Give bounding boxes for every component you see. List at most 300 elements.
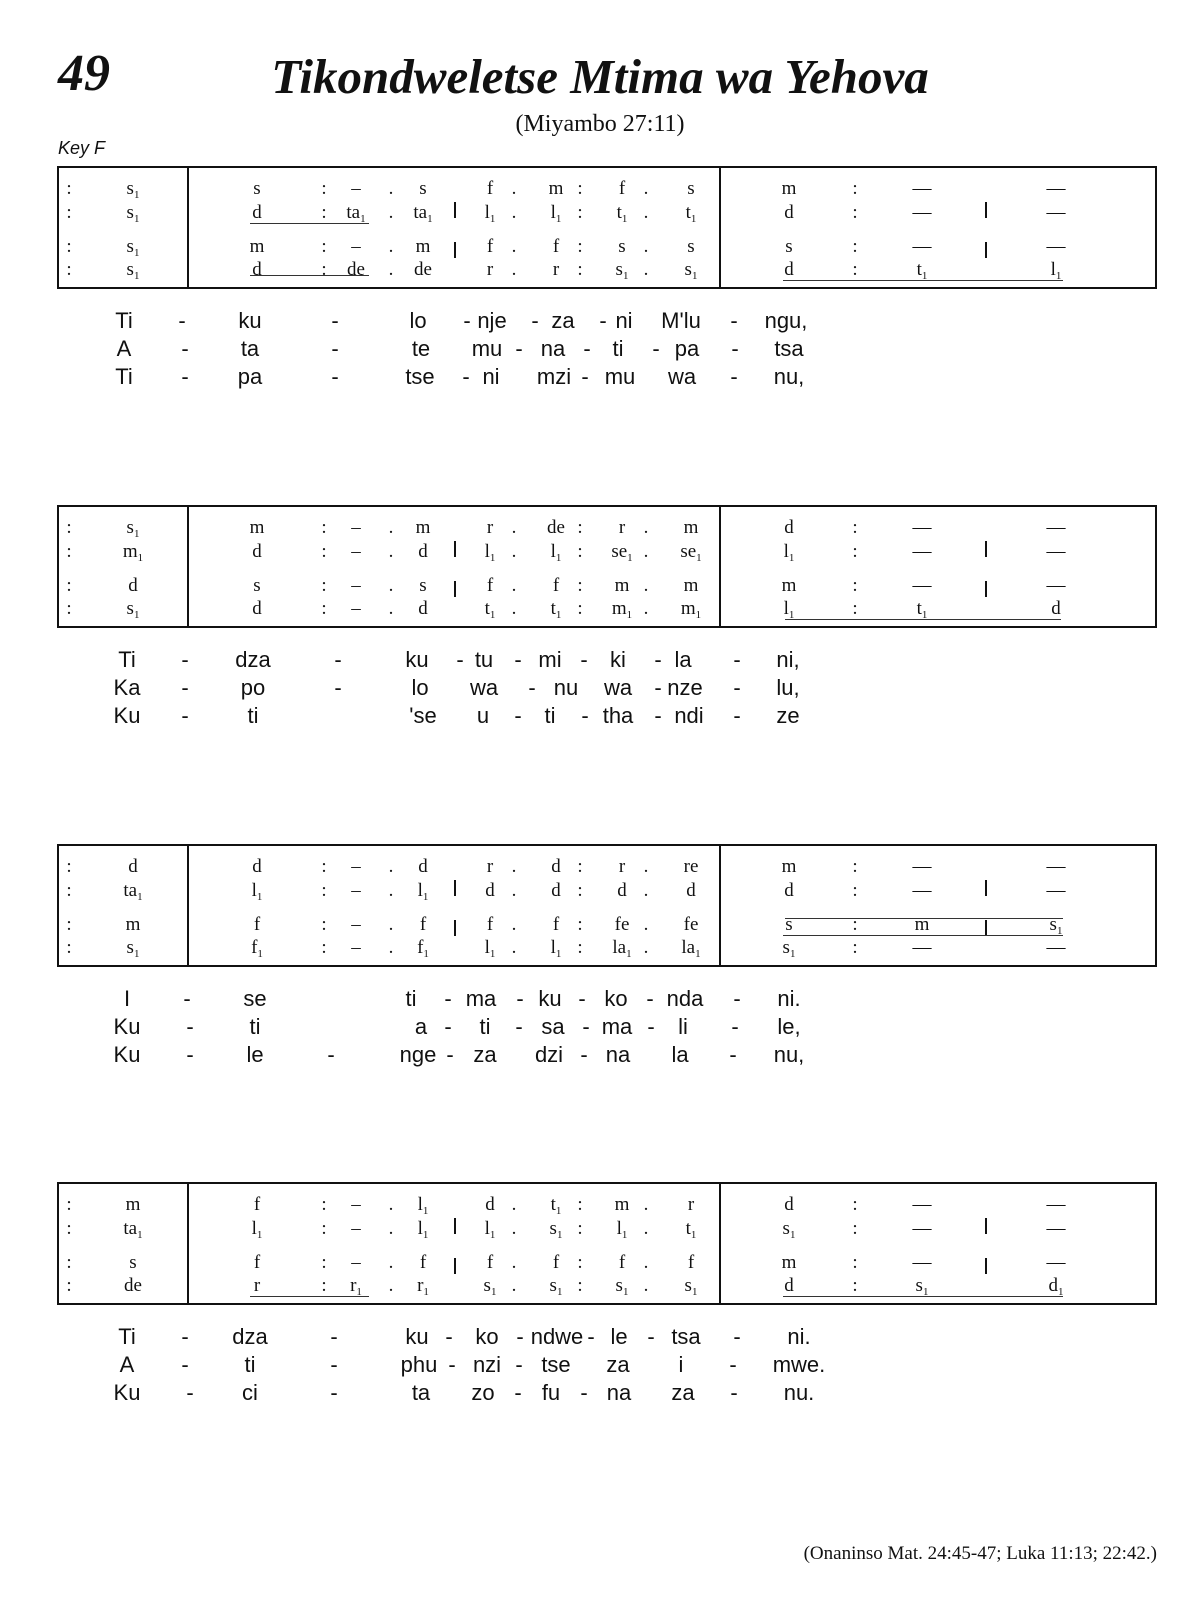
solfa-note: : <box>66 598 72 619</box>
solfa-note: : <box>66 914 72 935</box>
solfa-note: m <box>914 914 930 935</box>
solfa-note: fe <box>683 914 699 935</box>
solfa-note: : <box>66 575 72 596</box>
solfa-note: d <box>784 880 794 901</box>
lyric-hyphen: - <box>583 336 591 361</box>
lyric-hyphen: - <box>330 1324 338 1349</box>
solfa-note: : <box>321 575 327 596</box>
solfa-note: s <box>687 178 695 199</box>
solfa-note: f <box>253 914 261 935</box>
slur-line <box>783 1296 1063 1297</box>
lyric-hyphen: - <box>181 1324 189 1349</box>
solfa-note: $la_1$ <box>612 937 632 960</box>
solfa-note: d <box>784 1194 794 1215</box>
solfa-note: . <box>511 517 517 538</box>
solfa-note: $l_1$ <box>550 541 562 564</box>
solfa-note: $s_1$ <box>684 259 698 282</box>
solfa-note: $s_1$ <box>126 236 140 259</box>
lyric-hyphen: - <box>582 1014 590 1039</box>
lyric-syllable: a <box>414 1014 428 1039</box>
lyric-syllable: po <box>240 675 266 700</box>
solfa-note: : <box>321 598 327 619</box>
lyric-hyphen: - <box>448 1352 456 1377</box>
solfa-note: d <box>551 880 561 901</box>
lyric-hyphen: - <box>514 1380 522 1405</box>
lyric-hyphen: - <box>733 703 741 728</box>
solfa-note: . <box>511 598 517 619</box>
solfa-note: d <box>128 856 138 877</box>
solfa-note: : <box>321 1218 327 1239</box>
solfa-note: . <box>643 856 649 877</box>
lyric-syllable: mu <box>604 364 636 389</box>
lyric-syllable: dza <box>235 647 271 672</box>
lyric-syllable: ma <box>465 986 497 1011</box>
lyric-syllable: mu <box>471 336 503 361</box>
solfa-note: — <box>912 202 932 223</box>
slur-line <box>250 275 369 276</box>
lyric-syllable: I <box>123 986 131 1011</box>
solfa-note: $l_1$ <box>616 1218 628 1241</box>
solfa-note: : <box>66 1218 72 1239</box>
solfa-note: s <box>253 575 261 596</box>
music-system-1 <box>57 166 1157 289</box>
solfa-note: : <box>66 937 72 958</box>
lyric-syllable: tse <box>405 364 435 389</box>
solfa-note: — <box>912 1252 932 1273</box>
lyric-hyphen: - <box>181 703 189 728</box>
bar-line <box>985 242 987 258</box>
solfa-note: – <box>351 1194 361 1215</box>
solfa-note: . <box>643 541 649 562</box>
lyric-hyphen: - <box>516 1324 524 1349</box>
lyric-syllable: ki <box>610 647 626 672</box>
solfa-note: f <box>486 236 494 257</box>
solfa-note: $s_1$ <box>615 259 629 282</box>
lyric-hyphen: - <box>456 647 464 672</box>
bar-line <box>454 581 456 597</box>
lyric-hyphen: - <box>181 364 189 389</box>
solfa-note: d <box>617 880 627 901</box>
solfa-note: . <box>643 914 649 935</box>
solfa-note: — <box>912 856 932 877</box>
solfa-note: : <box>321 517 327 538</box>
solfa-note: : <box>321 202 327 223</box>
solfa-note: r <box>687 1194 695 1215</box>
solfa-note: : <box>577 880 583 901</box>
lyric-syllable: Ti <box>118 1324 136 1349</box>
solfa-note: — <box>912 937 932 958</box>
solfa-note: f <box>687 1252 695 1273</box>
lyric-hyphen: - <box>330 1352 338 1377</box>
lyrics-block-4 <box>0 1326 1200 1416</box>
solfa-note: : <box>577 1252 583 1273</box>
solfa-note: $l_1$ <box>484 202 496 225</box>
solfa-note: d <box>784 1275 794 1296</box>
solfa-note: : <box>852 1194 858 1215</box>
solfa-note: $s_1$ <box>1049 914 1063 937</box>
music-system-4 <box>57 1182 1157 1305</box>
solfa-note: – <box>351 178 361 199</box>
solfa-note: de <box>347 259 365 280</box>
solfa-note: – <box>351 856 361 877</box>
solfa-note: $s_1$ <box>549 1275 563 1298</box>
solfa-note: d <box>485 1194 495 1215</box>
solfa-note: — <box>1046 202 1066 223</box>
solfa-note: f <box>552 914 560 935</box>
solfa-note: . <box>643 236 649 257</box>
solfa-note: : <box>577 541 583 562</box>
bar-line <box>454 880 456 896</box>
solfa-note: $s_1$ <box>684 1275 698 1298</box>
solfa-note: : <box>852 575 858 596</box>
solfa-note: . <box>643 598 649 619</box>
solfa-note: r <box>486 517 494 538</box>
solfa-note: $l_1$ <box>550 202 562 225</box>
bar-line <box>454 202 456 218</box>
scripture-reference: (Miyambo 27:11) <box>515 111 685 137</box>
lyric-syllable: ti <box>544 703 556 728</box>
solfa-note: . <box>388 856 394 877</box>
solfa-note: . <box>511 178 517 199</box>
solfa-note: — <box>1046 880 1066 901</box>
lyric-syllable: le <box>610 1324 628 1349</box>
solfa-note: m <box>125 1194 141 1215</box>
solfa-note: f <box>618 178 626 199</box>
solfa-note: . <box>388 1252 394 1273</box>
lyric-syllable: ni. <box>787 1324 811 1349</box>
bar-line <box>187 168 189 287</box>
bar-line <box>985 581 987 597</box>
solfa-note: $ta_1$ <box>123 880 143 903</box>
solfa-note: : <box>321 856 327 877</box>
bar-line <box>985 1218 987 1234</box>
solfa-note: $la_1$ <box>681 937 701 960</box>
lyric-syllable: u <box>476 703 490 728</box>
lyric-hyphen: - <box>181 1352 189 1377</box>
solfa-note: $s_1$ <box>915 1275 929 1298</box>
solfa-note: — <box>912 517 932 538</box>
lyric-hyphen: - <box>587 1324 595 1349</box>
solfa-note: : <box>577 575 583 596</box>
solfa-note: r <box>618 517 626 538</box>
solfa-note: . <box>511 1275 517 1296</box>
lyric-hyphen: - <box>183 986 191 1011</box>
lyric-syllable: ngu, <box>764 308 808 333</box>
solfa-note: . <box>643 1252 649 1273</box>
bar-line <box>719 846 721 965</box>
lyric-syllable: ti <box>244 1352 256 1377</box>
solfa-note: . <box>511 937 517 958</box>
solfa-note: : <box>852 856 858 877</box>
solfa-note: . <box>643 937 649 958</box>
solfa-note: m <box>781 575 797 596</box>
solfa-note: . <box>643 1218 649 1239</box>
solfa-note: $t_1$ <box>685 1218 697 1241</box>
lyric-hyphen: - <box>733 647 741 672</box>
lyric-syllable: Ka <box>113 675 141 700</box>
lyric-syllable: Ku <box>113 1014 141 1039</box>
slur-line <box>250 223 369 224</box>
lyric-syllable: na <box>606 1380 632 1405</box>
lyric-syllable: ndwe <box>530 1324 584 1349</box>
solfa-note: : <box>321 937 327 958</box>
solfa-note: . <box>643 202 649 223</box>
solfa-note: . <box>511 1252 517 1273</box>
solfa-note: . <box>643 178 649 199</box>
key-signature: Key F <box>58 138 106 158</box>
solfa-note: $l_1$ <box>484 541 496 564</box>
solfa-note: s <box>618 236 626 257</box>
solfa-note: $ta_1$ <box>346 202 366 225</box>
solfa-note: . <box>511 1218 517 1239</box>
solfa-note: $t_1$ <box>685 202 697 225</box>
solfa-note: $se_1$ <box>680 541 702 564</box>
lyrics-block-3 <box>0 988 1200 1078</box>
solfa-note: m <box>781 178 797 199</box>
bar-line <box>454 242 456 258</box>
bar-line <box>187 1184 189 1303</box>
solfa-note: : <box>852 236 858 257</box>
lyric-syllable: ko <box>604 986 628 1011</box>
lyric-syllable: i <box>678 1352 684 1377</box>
lyric-hyphen: - <box>652 336 660 361</box>
lyric-hyphen: - <box>186 1042 194 1067</box>
solfa-note: $s_1$ <box>549 1218 563 1241</box>
solfa-note: . <box>511 880 517 901</box>
solfa-note: r <box>618 856 626 877</box>
solfa-note: $t_1$ <box>916 598 928 621</box>
solfa-note: — <box>1046 1194 1066 1215</box>
solfa-note: : <box>852 202 858 223</box>
lyric-hyphen: - <box>731 1014 739 1039</box>
lyric-syllable: mwe. <box>772 1352 826 1377</box>
lyric-hyphen: - <box>528 675 536 700</box>
solfa-note: : <box>852 598 858 619</box>
solfa-note: : <box>321 178 327 199</box>
hymn-number: 49 <box>58 45 110 102</box>
lyric-syllable: Ku <box>113 1042 141 1067</box>
solfa-note: — <box>912 575 932 596</box>
solfa-note: d <box>784 517 794 538</box>
lyric-syllable: phu <box>400 1352 438 1377</box>
solfa-note: s <box>419 178 427 199</box>
solfa-note: . <box>643 880 649 901</box>
solfa-note: : <box>66 856 72 877</box>
solfa-note: . <box>388 1275 394 1296</box>
bar-line <box>719 1184 721 1303</box>
solfa-note: $se_1$ <box>611 541 633 564</box>
solfa-note: $t_1$ <box>550 598 562 621</box>
solfa-note: – <box>351 914 361 935</box>
lyric-hyphen: - <box>331 364 339 389</box>
solfa-note: f <box>552 236 560 257</box>
solfa-note: . <box>388 202 394 223</box>
solfa-note: . <box>511 1194 517 1215</box>
solfa-note: de <box>547 517 565 538</box>
solfa-note: : <box>321 1275 327 1296</box>
solfa-note: — <box>912 1194 932 1215</box>
solfa-note: . <box>388 517 394 538</box>
solfa-note: . <box>511 575 517 596</box>
solfa-note: d <box>784 202 794 223</box>
solfa-note: — <box>912 236 932 257</box>
lyric-syllable: ku <box>405 647 429 672</box>
solfa-note: : <box>852 178 858 199</box>
lyric-syllable: ti <box>249 1014 261 1039</box>
solfa-note: s <box>785 236 793 257</box>
lyric-hyphen: - <box>581 703 589 728</box>
solfa-note: $s_1$ <box>126 178 140 201</box>
lyric-hyphen: - <box>647 1324 655 1349</box>
lyric-hyphen: - <box>733 1324 741 1349</box>
solfa-note: : <box>66 178 72 199</box>
solfa-note: . <box>388 598 394 619</box>
lyric-hyphen: - <box>733 675 741 700</box>
lyric-syllable: zo <box>471 1380 495 1405</box>
solfa-note: $l_1$ <box>251 1218 263 1241</box>
solfa-note: m <box>249 236 265 257</box>
solfa-note: : <box>852 880 858 901</box>
solfa-note: $l_1$ <box>1050 259 1062 282</box>
solfa-note: de <box>124 1275 142 1296</box>
hymn-title: Tikondweletse Mtima wa Yehova <box>271 49 929 104</box>
lyric-hyphen: - <box>331 336 339 361</box>
lyric-syllable: ko <box>475 1324 499 1349</box>
solfa-note: . <box>388 236 394 257</box>
bar-line <box>454 920 456 936</box>
solfa-note: fe <box>614 914 630 935</box>
solfa-note: f <box>253 1194 261 1215</box>
slur-line <box>250 1296 369 1297</box>
lyric-syllable: nda <box>666 986 704 1011</box>
solfa-note: d <box>252 202 262 223</box>
solfa-note: : <box>66 880 72 901</box>
slur-line <box>783 935 1063 936</box>
lyric-syllable: ta <box>240 336 260 361</box>
lyric-hyphen: - <box>181 675 189 700</box>
solfa-note: $s_1$ <box>483 1275 497 1298</box>
solfa-note: $d_1$ <box>1048 1275 1064 1298</box>
solfa-note: d <box>784 259 794 280</box>
lyric-hyphen: - <box>729 1352 737 1377</box>
lyric-hyphen: - <box>515 336 523 361</box>
solfa-note: s <box>687 236 695 257</box>
lyric-syllable: za <box>473 1042 497 1067</box>
solfa-note: : <box>321 1194 327 1215</box>
solfa-note: : <box>66 541 72 562</box>
solfa-note: : <box>852 1218 858 1239</box>
solfa-note: — <box>1046 1252 1066 1273</box>
lyric-hyphen: - <box>531 308 539 333</box>
solfa-note: — <box>1046 541 1066 562</box>
solfa-note: — <box>912 178 932 199</box>
lyric-hyphen: - <box>580 647 588 672</box>
solfa-note: : <box>321 1252 327 1273</box>
lyric-hyphen: - <box>578 986 586 1011</box>
lyric-syllable: ku <box>405 1324 429 1349</box>
solfa-note: : <box>852 517 858 538</box>
lyric-syllable: mi <box>538 647 562 672</box>
solfa-note: — <box>1046 856 1066 877</box>
lyric-syllable: nzi <box>472 1352 502 1377</box>
lyric-hyphen: - <box>599 308 607 333</box>
solfa-note: r <box>253 1275 261 1296</box>
solfa-note: . <box>388 575 394 596</box>
solfa-note: d <box>551 856 561 877</box>
solfa-note: . <box>643 575 649 596</box>
solfa-note: m <box>125 914 141 935</box>
solfa-note: $s_1$ <box>126 598 140 621</box>
solfa-note: s <box>785 914 793 935</box>
solfa-note: d <box>1051 598 1061 619</box>
solfa-note: . <box>511 236 517 257</box>
lyric-hyphen: - <box>730 1380 738 1405</box>
lyric-syllable: li <box>678 1014 688 1039</box>
lyric-hyphen: - <box>327 1042 335 1067</box>
solfa-note: : <box>66 1194 72 1215</box>
solfa-note: $l_1$ <box>417 1218 429 1241</box>
solfa-note: r <box>486 856 494 877</box>
solfa-note: : <box>321 880 327 901</box>
lyric-hyphen: - <box>462 364 470 389</box>
solfa-note: d <box>252 259 262 280</box>
slur-line <box>785 918 1063 919</box>
solfa-note: $s_1$ <box>126 202 140 225</box>
lyric-syllable: lo <box>409 308 427 333</box>
solfa-note: — <box>912 1218 932 1239</box>
lyric-syllable: ze <box>776 703 800 728</box>
lyric-syllable: Ti <box>115 364 133 389</box>
lyric-syllable: ku <box>238 308 262 333</box>
solfa-note: – <box>351 541 361 562</box>
solfa-note: s <box>419 575 427 596</box>
slur-line <box>783 280 1063 281</box>
music-system-3 <box>57 844 1157 967</box>
solfa-note: m <box>683 517 699 538</box>
solfa-note: . <box>643 1194 649 1215</box>
solfa-note: . <box>643 1275 649 1296</box>
solfa-note: — <box>1046 178 1066 199</box>
lyric-syllable: A <box>119 1352 135 1377</box>
solfa-note: $t_1$ <box>916 259 928 282</box>
solfa-note: : <box>577 202 583 223</box>
solfa-note: : <box>852 541 858 562</box>
bar-line <box>985 202 987 218</box>
solfa-note: f <box>552 1252 560 1273</box>
lyric-hyphen: - <box>444 986 452 1011</box>
solfa-note: – <box>351 880 361 901</box>
solfa-note: $l_1$ <box>484 937 496 960</box>
solfa-note: . <box>388 541 394 562</box>
lyric-hyphen: - <box>181 647 189 672</box>
solfa-note: f <box>486 914 494 935</box>
lyric-syllable: ti <box>247 703 259 728</box>
solfa-note: : <box>577 236 583 257</box>
solfa-note: m <box>249 517 265 538</box>
lyric-hyphen: - <box>580 1042 588 1067</box>
lyric-syllable: Ku <box>113 1380 141 1405</box>
lyric-syllable: ti <box>612 336 624 361</box>
solfa-note: – <box>351 575 361 596</box>
lyric-hyphen: - <box>514 703 522 728</box>
lyric-hyphen: - <box>515 1014 523 1039</box>
lyric-syllable: la <box>671 1042 689 1067</box>
lyric-syllable: ni, <box>776 647 800 672</box>
lyric-syllable: 'se <box>409 703 437 728</box>
lyric-syllable: fu <box>541 1380 561 1405</box>
lyric-hyphen: - <box>581 364 589 389</box>
solfa-note: f <box>486 1252 494 1273</box>
